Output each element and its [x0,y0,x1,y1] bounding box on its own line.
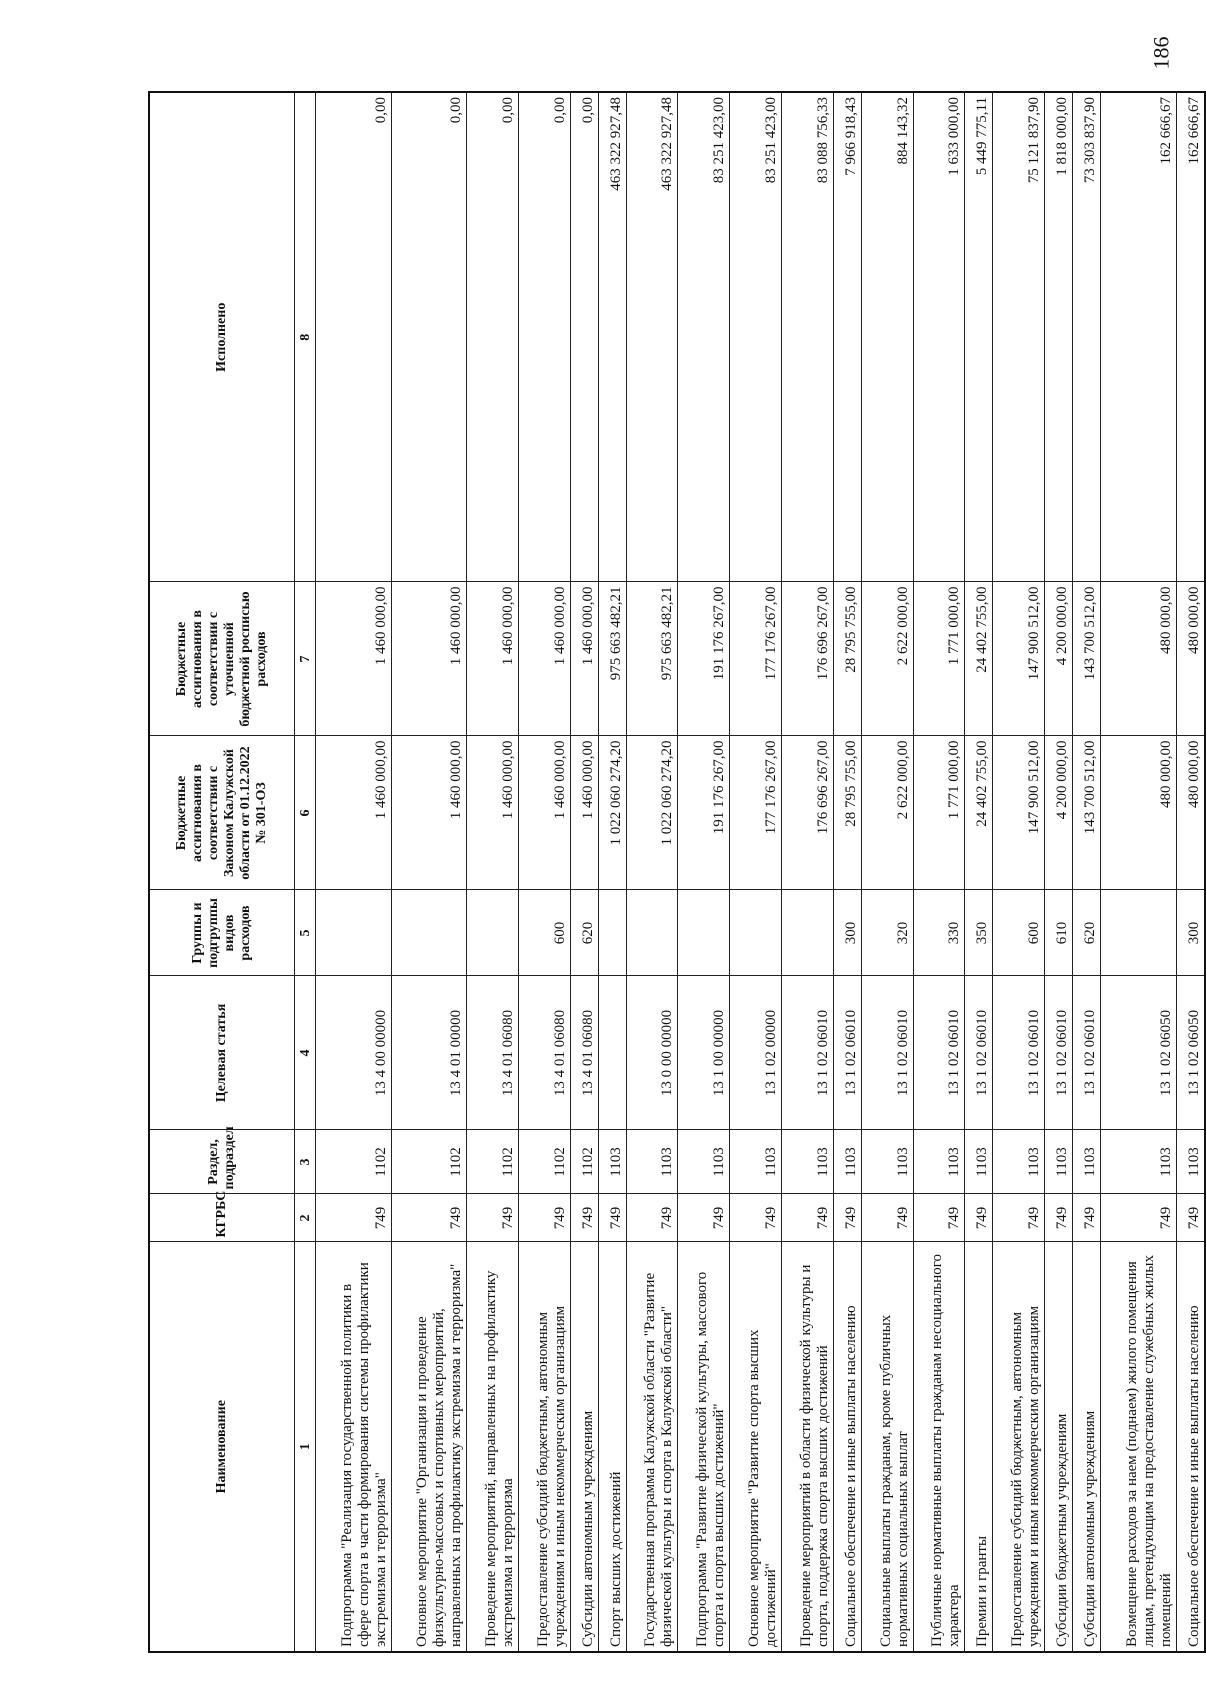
cell-executed: 463 322 927,48 [598,92,626,582]
column-number: 8 [295,92,316,582]
cell-law-allocation: 191 176 267,00 [678,736,730,890]
cell-law-allocation: 1 460 000,00 [518,736,570,890]
header-roster-allocations: Бюджетные ассигнования в соответствии с уточненной бюджетной росписью расходов [149,582,295,736]
cell-target-article: 13 1 02 06010 [993,976,1045,1130]
cell-law-allocation: 1 022 060 274,20 [626,736,678,890]
table-row [1176,92,1205,1652]
cell-section: 1102 [467,1130,519,1194]
cell-name: Проведение мероприятий, направленных на профилактику экстремизма и терроризма [467,1242,519,1652]
table-row [467,92,519,1652]
cell-roster-allocation: 480 000,00 [1101,582,1177,736]
header-name: Наименование [149,1242,295,1652]
cell-roster-allocation: 147 900 512,00 [993,582,1045,736]
cell-law-allocation: 1 771 000,00 [913,736,965,890]
table-body [316,92,1206,1652]
cell-section: 1102 [518,1130,570,1194]
cell-expense-type [598,890,626,976]
cell-executed: 0,00 [570,92,598,582]
cell-target-article: 13 1 02 06010 [1073,976,1101,1130]
column-number: 3 [295,1130,316,1194]
cell-section: 1103 [1045,1130,1073,1194]
cell-roster-allocation: 176 696 267,00 [782,582,834,736]
cell-expense-type [730,890,782,976]
header-target-article: Целевая статья [149,976,295,1130]
header-kgrbs: КГРБС [149,1194,295,1242]
cell-expense-type [467,890,519,976]
cell-section: 1102 [391,1130,467,1194]
cell-law-allocation: 1 460 000,00 [467,736,519,890]
cell-target-article: 13 1 02 06010 [833,976,861,1130]
cell-kgrbs: 749 [598,1194,626,1242]
table-row [913,92,965,1652]
cell-section: 1102 [570,1130,598,1194]
cell-expense-type: 620 [570,890,598,976]
cell-section: 1103 [678,1130,730,1194]
cell-target-article: 13 1 02 06010 [913,976,965,1130]
cell-roster-allocation: 24 402 755,00 [965,582,993,736]
cell-name: Премии и гранты [965,1242,993,1652]
table-row [518,92,570,1652]
cell-kgrbs: 749 [316,1194,392,1242]
budget-execution-table [148,91,1206,1653]
cell-section: 1103 [1176,1130,1205,1194]
column-number: 4 [295,976,316,1130]
cell-kgrbs: 749 [913,1194,965,1242]
header-section: Раздел, подраздел [149,1130,295,1194]
cell-law-allocation: 4 200 000,00 [1045,736,1073,890]
cell-kgrbs: 749 [1176,1194,1205,1242]
cell-kgrbs: 749 [678,1194,730,1242]
cell-roster-allocation: 4 200 000,00 [1045,582,1073,736]
cell-kgrbs: 749 [993,1194,1045,1242]
cell-kgrbs: 749 [1101,1194,1177,1242]
cell-kgrbs: 749 [391,1194,467,1242]
cell-law-allocation: 480 000,00 [1176,736,1205,890]
cell-roster-allocation: 177 176 267,00 [730,582,782,736]
header-expense-type: Группы и подгруппы видов расходов [149,890,295,976]
cell-name: Социальное обеспечение и иные выплаты населению [833,1242,861,1652]
cell-roster-allocation: 975 663 482,21 [626,582,678,736]
cell-expense-type [678,890,730,976]
header-row [149,92,295,1652]
cell-target-article: 13 0 00 00000 [626,976,678,1130]
table-row [782,92,834,1652]
cell-executed: 162 666,67 [1101,92,1177,582]
cell-target-article: 13 4 00 00000 [316,976,392,1130]
cell-expense-type [391,890,467,976]
table-row [626,92,678,1652]
cell-law-allocation: 28 795 755,00 [833,736,861,890]
cell-name: Подпрограмма "Развитие физической культуры, массового спорта и спорта высших достижений" [678,1242,730,1652]
column-number: 7 [295,582,316,736]
cell-name: Социальные выплаты гражданам, кроме публичных нормативных социальных выплат [861,1242,913,1652]
cell-target-article: 13 1 00 00000 [678,976,730,1130]
cell-law-allocation: 480 000,00 [1101,736,1177,890]
cell-kgrbs: 749 [570,1194,598,1242]
cell-target-article: 13 4 01 06080 [467,976,519,1130]
cell-executed: 162 666,67 [1176,92,1205,582]
table-row [316,92,392,1652]
cell-expense-type: 300 [1176,890,1205,976]
cell-kgrbs: 749 [1045,1194,1073,1242]
table-row [730,92,782,1652]
table-row [1073,92,1101,1652]
cell-kgrbs: 749 [833,1194,861,1242]
cell-target-article: 13 1 02 06050 [1176,976,1205,1130]
cell-kgrbs: 749 [626,1194,678,1242]
cell-roster-allocation: 2 622 000,00 [861,582,913,736]
cell-expense-type: 620 [1073,890,1101,976]
cell-name: Субсидии автономным учреждениям [570,1242,598,1652]
cell-kgrbs: 749 [467,1194,519,1242]
cell-section: 1103 [598,1130,626,1194]
table-row [833,92,861,1652]
cell-roster-allocation: 975 663 482,21 [598,582,626,736]
cell-roster-allocation: 1 460 000,00 [316,582,392,736]
table-row [993,92,1045,1652]
cell-executed: 463 322 927,48 [626,92,678,582]
cell-name: Субсидии бюджетным учреждениям [1045,1242,1073,1652]
cell-name: Основное мероприятие "Развитие спорта высших достижений" [730,1242,782,1652]
cell-roster-allocation: 1 460 000,00 [518,582,570,736]
cell-kgrbs: 749 [1073,1194,1101,1242]
rotated-table-wrapper [148,93,1206,1653]
cell-target-article: 13 1 02 06010 [1045,976,1073,1130]
cell-law-allocation: 143 700 512,00 [1073,736,1101,890]
cell-section: 1102 [316,1130,392,1194]
cell-kgrbs: 749 [782,1194,834,1242]
cell-executed: 0,00 [391,92,467,582]
cell-target-article: 13 4 01 06080 [518,976,570,1130]
cell-section: 1103 [782,1130,834,1194]
cell-law-allocation: 147 900 512,00 [993,736,1045,890]
cell-name: Публичные нормативные выплаты гражданам несоциального характера [913,1242,965,1652]
cell-kgrbs: 749 [965,1194,993,1242]
cell-section: 1103 [913,1130,965,1194]
cell-roster-allocation: 1 460 000,00 [391,582,467,736]
cell-target-article: 13 1 02 06010 [782,976,834,1130]
header-law-allocations: Бюджетные ассигнования в соответствии с Законом Калужской области от 01.12.2022 № 301-ОЗ [149,736,295,890]
cell-target-article: 13 4 01 06080 [570,976,598,1130]
cell-kgrbs: 749 [518,1194,570,1242]
cell-expense-type [1101,890,1177,976]
cell-executed: 0,00 [467,92,519,582]
cell-roster-allocation: 480 000,00 [1176,582,1205,736]
cell-expense-type: 610 [1045,890,1073,976]
cell-law-allocation: 1 460 000,00 [316,736,392,890]
column-number: 6 [295,736,316,890]
cell-name: Государственная программа Калужской области "Развитие физической культуры и спорта в Калужской области" [626,1242,678,1652]
cell-executed: 0,00 [518,92,570,582]
cell-law-allocation: 176 696 267,00 [782,736,834,890]
cell-executed: 7 966 918,43 [833,92,861,582]
cell-target-article: 13 1 02 06010 [861,976,913,1130]
cell-section: 1103 [730,1130,782,1194]
cell-target-article [598,976,626,1130]
cell-section: 1103 [1101,1130,1177,1194]
cell-law-allocation: 2 622 000,00 [861,736,913,890]
cell-executed: 83 251 423,00 [730,92,782,582]
cell-section: 1103 [965,1130,993,1194]
cell-executed: 0,00 [316,92,392,582]
table-row [570,92,598,1652]
table-row [678,92,730,1652]
cell-section: 1103 [1073,1130,1101,1194]
cell-name: Основное мероприятие "Организация и проведение физкультурно-массовых и спортивных мероприятий, направленных на профилактику экстремизма и терроризма" [391,1242,467,1652]
table-row [391,92,467,1652]
cell-section: 1103 [861,1130,913,1194]
table-row [1045,92,1073,1652]
column-number: 2 [295,1194,316,1242]
cell-expense-type [626,890,678,976]
cell-roster-allocation: 1 460 000,00 [467,582,519,736]
table-row [965,92,993,1652]
cell-name: Возмещение расходов за наем (поднаем) жилого помещения лицам, претендующим на предоставление служебных жилых помещений [1101,1242,1177,1652]
cell-law-allocation: 1 460 000,00 [391,736,467,890]
cell-roster-allocation: 28 795 755,00 [833,582,861,736]
cell-expense-type: 600 [993,890,1045,976]
cell-roster-allocation: 1 460 000,00 [570,582,598,736]
page-number: 186 [1148,36,1174,70]
column-number: 5 [295,890,316,976]
cell-executed: 73 303 837,90 [1073,92,1101,582]
column-number: 1 [295,1242,316,1652]
cell-executed: 83 251 423,00 [678,92,730,582]
cell-expense-type: 600 [518,890,570,976]
cell-law-allocation: 1 460 000,00 [570,736,598,890]
cell-section: 1103 [833,1130,861,1194]
cell-expense-type: 320 [861,890,913,976]
cell-executed: 1 818 000,00 [1045,92,1073,582]
cell-name: Предоставление субсидий бюджетным, автономным учреждениям и иным некоммерческим организациям [993,1242,1045,1652]
cell-executed: 884 143,32 [861,92,913,582]
cell-expense-type: 300 [833,890,861,976]
cell-executed: 5 449 775,11 [965,92,993,582]
table-row [861,92,913,1652]
cell-target-article: 13 1 02 00000 [730,976,782,1130]
cell-section: 1103 [626,1130,678,1194]
cell-name: Спорт высших достижений [598,1242,626,1652]
cell-target-article: 13 1 02 06010 [965,976,993,1130]
cell-roster-allocation: 1 771 000,00 [913,582,965,736]
cell-name: Социальное обеспечение и иные выплаты населению [1176,1242,1205,1652]
cell-expense-type: 330 [913,890,965,976]
cell-executed: 75 121 837,90 [993,92,1045,582]
cell-executed: 1 633 000,00 [913,92,965,582]
cell-roster-allocation: 191 176 267,00 [678,582,730,736]
table-row [598,92,626,1652]
cell-kgrbs: 749 [730,1194,782,1242]
cell-name: Подпрограмма "Реализация государственной политики в сфере спорта в части формирования системы профилактики экстремизма и терроризма" [316,1242,392,1652]
column-number-row [295,92,316,1652]
cell-expense-type [782,890,834,976]
cell-name: Проведение мероприятий в области физической культуры и спорта, поддержка спорта высших достижений [782,1242,834,1652]
cell-section: 1103 [993,1130,1045,1194]
cell-target-article: 13 4 01 00000 [391,976,467,1130]
header-executed: Исполнено [149,92,295,582]
cell-law-allocation: 1 022 060 274,20 [598,736,626,890]
cell-law-allocation: 177 176 267,00 [730,736,782,890]
cell-expense-type: 350 [965,890,993,976]
cell-roster-allocation: 143 700 512,00 [1073,582,1101,736]
cell-expense-type [316,890,392,976]
table-row [1101,92,1177,1652]
cell-law-allocation: 24 402 755,00 [965,736,993,890]
cell-kgrbs: 749 [861,1194,913,1242]
cell-target-article: 13 1 02 06050 [1101,976,1177,1130]
cell-name: Субсидии автономным учреждениям [1073,1242,1101,1652]
cell-executed: 83 088 756,33 [782,92,834,582]
cell-name: Предоставление субсидий бюджетным, автономным учреждениям и иным некоммерческим организациям [518,1242,570,1652]
